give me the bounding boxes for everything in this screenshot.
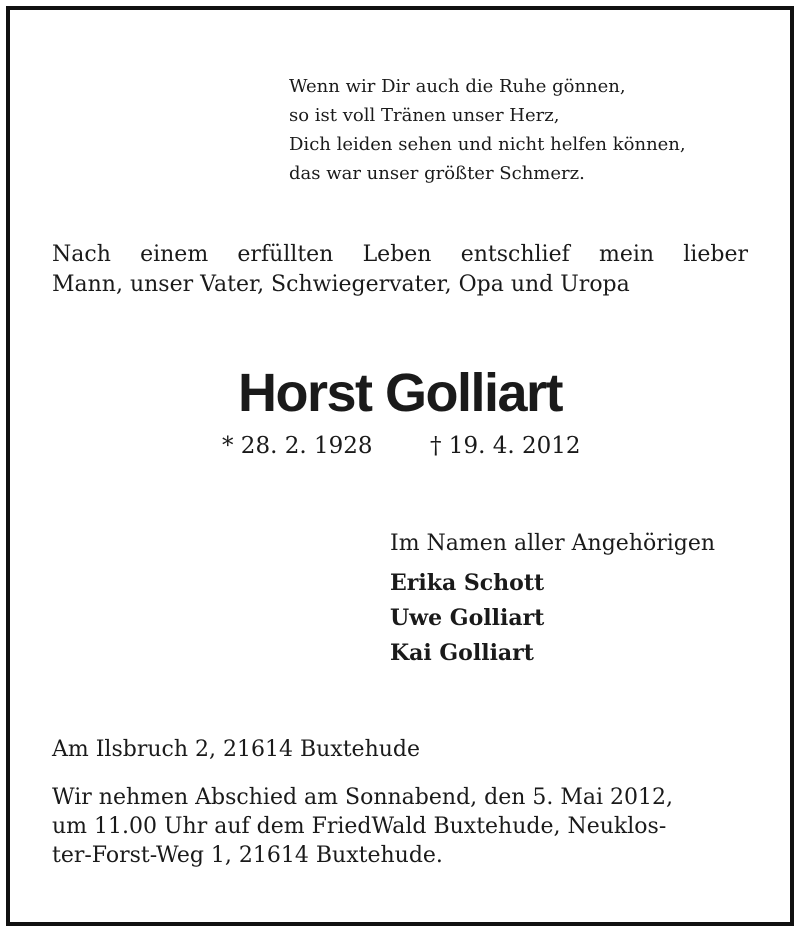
announcement-line: Nach einem erfüllten Leben entschlief mein lieber (52, 242, 748, 267)
poem-line: Dich leiden sehen und nicht helfen können, (289, 134, 686, 155)
farewell-line: Wir nehmen Abschied am Sonnabend, den 5. Mai 2012, (52, 785, 674, 810)
farewell-info (52, 783, 752, 870)
mourner-name: Erika Schott (390, 570, 545, 596)
deceased-name: Horst Golliart (237, 363, 563, 423)
farewell-line: um 11.00 Uhr auf dem FriedWald Buxtehude, Neuklos- (52, 814, 667, 839)
on-behalf-label: Im Namen aller Angehörigen (390, 531, 716, 556)
memorial-poem (289, 72, 686, 188)
farewell-line: ter-Forst-Weg 1, 21614 Buxtehude. (52, 843, 443, 868)
poem-line: das war unser größter Schmerz. (289, 163, 585, 184)
poem-line: so ist voll Tränen unser Herz, (289, 105, 560, 126)
poem-line: Wenn wir Dir auch die Ruhe gönnen, (289, 76, 626, 97)
announcement-line: Mann, unser Vater, Schwiegervater, Opa und Uropa (52, 272, 630, 297)
mourner-list (390, 566, 544, 671)
death-date: † 19. 4. 2012 (430, 433, 581, 459)
birth-date: * 28. 2. 1928 (222, 433, 373, 459)
family-address: Am Ilsbruch 2, 21614 Buxtehude (52, 737, 421, 762)
mourner-name: Uwe Golliart (390, 605, 545, 631)
mourner-name: Kai Golliart (390, 640, 534, 666)
announcement-text (52, 240, 748, 300)
